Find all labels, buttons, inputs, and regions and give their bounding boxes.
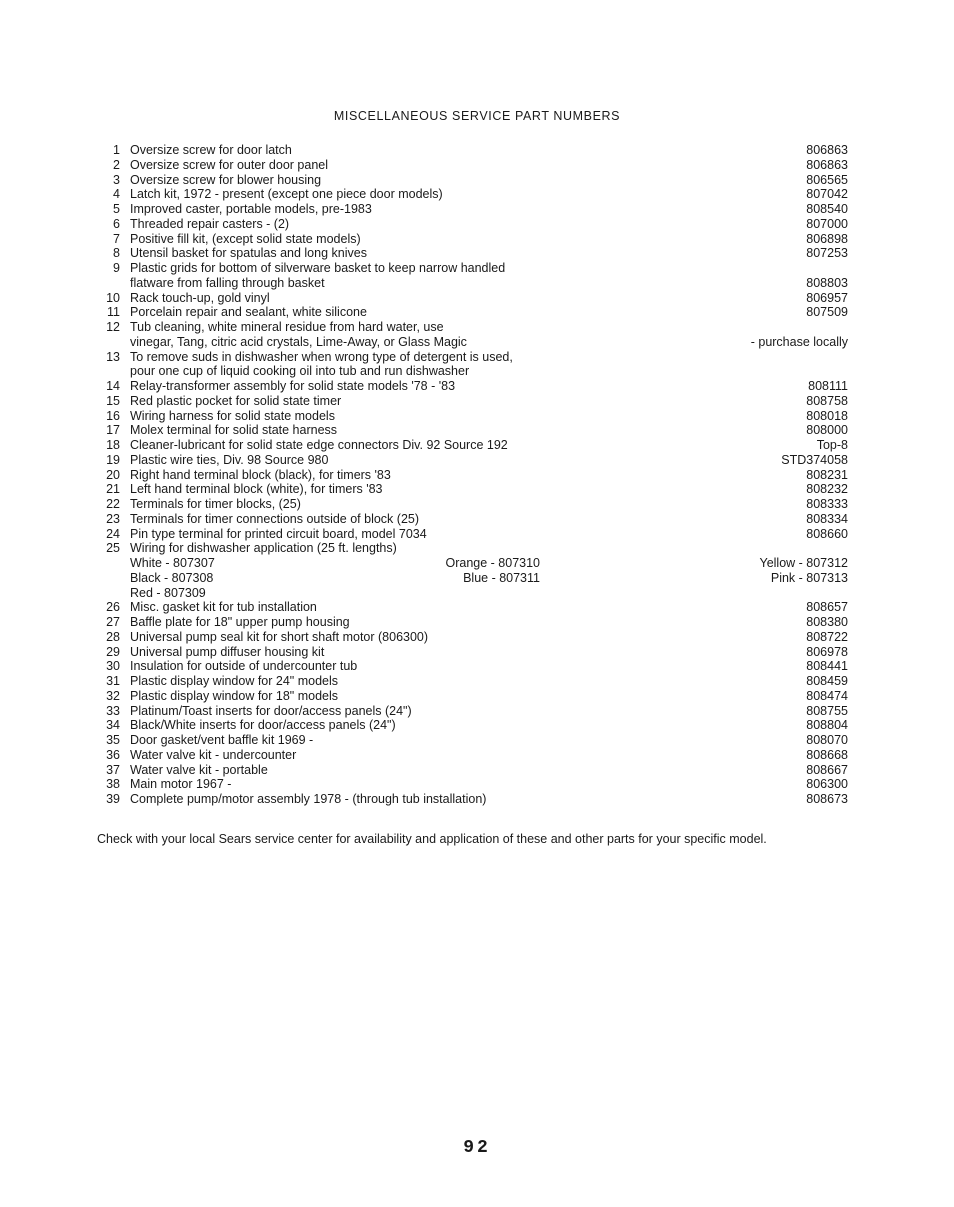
part-number-index: 16 [106, 408, 120, 423]
part-code: 807000 [806, 216, 848, 231]
part-row [96, 143, 848, 158]
part-row [96, 645, 848, 660]
part-number-index: 29 [106, 644, 120, 659]
part-code: 808804 [806, 718, 848, 733]
part-row [96, 423, 848, 438]
part-number-index: 8 [113, 246, 120, 261]
part-description: Improved caster, portable models, pre-1983 [130, 202, 372, 216]
availability-note: Check with your local Sears service center for availability and application of these and other parts for your specific model. [97, 832, 767, 846]
part-number-index: 4 [113, 187, 120, 202]
part-row [96, 409, 848, 424]
page-title: MISCELLANEOUS SERVICE PART NUMBERS [333, 109, 621, 123]
part-row [96, 173, 848, 188]
part-code: 806898 [806, 231, 848, 246]
part-number-index: 20 [106, 467, 120, 482]
part-number-index: 15 [106, 393, 120, 408]
part-description: Positive fill kit, (except solid state models) [130, 231, 361, 246]
part-code: 806863 [806, 143, 848, 157]
part-row [96, 674, 848, 689]
part-number-index: 28 [106, 629, 120, 644]
part-number-index: 24 [106, 526, 120, 541]
part-code: 808660 [806, 526, 848, 541]
part-number-index: 10 [106, 290, 120, 305]
wiring-color-item: Red - 807309 [130, 585, 206, 600]
part-row-continuation [96, 335, 848, 350]
part-number-index: 38 [106, 777, 120, 792]
part-number-index: 9 [113, 261, 120, 275]
part-row [96, 689, 848, 704]
wiring-color-item: Blue - 807311 [463, 570, 540, 585]
part-description: Terminals for timer connections outside of block (25) [130, 511, 420, 526]
part-row [96, 246, 848, 261]
part-row [96, 305, 848, 320]
part-description: Baffle plate for 18" upper pump housing [130, 615, 350, 629]
part-description: Universal pump diffuser housing kit [130, 644, 325, 659]
part-row-continuation [96, 276, 848, 291]
part-code: 808334 [806, 511, 848, 526]
part-description: Plastic wire ties, Div. 98 Source 980 [130, 452, 329, 467]
part-code: 808231 [806, 467, 848, 482]
part-description: Rack touch-up, gold vinyl [130, 290, 270, 305]
part-row [96, 630, 848, 645]
parts-list-section-2 [96, 600, 848, 807]
part-number-index: 12 [106, 320, 120, 334]
part-number-index: 34 [106, 718, 120, 733]
part-description: Wiring for dishwasher application (25 ft. lengths) [130, 541, 397, 556]
wiring-color-item: Black - 807308 [130, 570, 214, 585]
part-description: Tub cleaning, white mineral residue from hard water, use [130, 320, 444, 334]
part-code: 806300 [806, 777, 848, 792]
part-number-index: 32 [106, 688, 120, 703]
part-description: Oversize screw for outer door panel [130, 157, 329, 172]
part-row [96, 777, 848, 792]
part-number-index: 5 [113, 202, 120, 216]
part-description: Latch kit, 1972 - present (except one piece door models) [130, 187, 443, 202]
part-description: Right hand terminal block (black), for timers '83 [130, 467, 391, 482]
part-code: 808070 [806, 733, 848, 747]
part-code: 808000 [806, 423, 848, 438]
part-code: 806957 [806, 290, 848, 305]
part-number-index: 11 [107, 305, 120, 320]
part-description: Wiring harness for solid state models [130, 408, 335, 423]
part-row [96, 217, 848, 232]
part-row [96, 438, 848, 453]
part-row [96, 792, 848, 807]
wiring-color-item: White - 807307 [130, 556, 215, 570]
part-description: Complete pump/motor assembly 1978 - (through tub installation) [130, 792, 487, 806]
part-description: Universal pump seal kit for short shaft motor (806300) [130, 629, 429, 644]
part-code: 808111 [808, 379, 848, 393]
part-code: - purchase locally [750, 334, 848, 349]
part-code: 808668 [806, 747, 848, 762]
part-row [96, 187, 848, 202]
part-row [96, 763, 848, 778]
part-number-index: 35 [106, 733, 120, 747]
part-number-index: 17 [106, 423, 120, 438]
part-description: Misc. gasket kit for tub installation [130, 600, 317, 615]
wiring-color-list [96, 556, 848, 600]
part-code: 808441 [806, 659, 848, 674]
part-number-index: 31 [106, 674, 120, 688]
part-description: Oversize screw for blower housing [130, 172, 322, 187]
part-row [96, 350, 848, 365]
part-description: Terminals for timer blocks, (25) [130, 497, 301, 511]
part-code: 808758 [806, 393, 848, 408]
part-description: flatware from falling through basket [130, 275, 325, 290]
part-description: Plastic display window for 24" models [130, 674, 339, 688]
part-description: Door gasket/vent baffle kit 1969 - [130, 733, 314, 747]
part-number-index: 37 [106, 762, 120, 777]
page-number: 92 [463, 1138, 491, 1158]
part-code: 807253 [806, 246, 848, 261]
part-description: Water valve kit - portable [130, 762, 268, 777]
wiring-color-row [96, 586, 848, 601]
part-description: Platinum/Toast inserts for door/access panels (24") [130, 703, 412, 718]
part-number-index: 19 [106, 452, 120, 467]
part-row [96, 512, 848, 527]
wiring-color-item: Pink - 807313 [770, 570, 848, 585]
part-code: 808657 [806, 600, 848, 615]
part-code: 808333 [806, 497, 848, 511]
wiring-color-item: Orange - 807310 [445, 556, 540, 570]
part-number-index: 27 [106, 615, 120, 629]
part-description: vinegar, Tang, citric acid crystals, Lime-Away, or Glass Magic [130, 334, 467, 349]
wiring-color-row [96, 556, 848, 571]
part-row [96, 733, 848, 748]
part-code: 808459 [806, 674, 848, 688]
part-number-index: 26 [106, 600, 120, 615]
part-description: To remove suds in dishwasher when wrong type of detergent is used, [130, 349, 513, 364]
part-row [96, 232, 848, 247]
part-number-index: 6 [113, 216, 120, 231]
part-number-index: 3 [113, 172, 120, 187]
part-description: Utensil basket for spatulas and long knives [130, 246, 367, 261]
part-row [96, 394, 848, 409]
part-row [96, 482, 848, 497]
part-description: Plastic display window for 18" models [130, 688, 339, 703]
part-number-index: 36 [106, 747, 120, 762]
part-row [96, 704, 848, 719]
part-description: Water valve kit - undercounter [130, 747, 297, 762]
part-row [96, 158, 848, 173]
part-code: 808540 [806, 202, 848, 216]
part-row [96, 600, 848, 615]
part-description: Relay-transformer assembly for solid state models '78 - '83 [130, 379, 456, 393]
part-code: 808380 [806, 615, 848, 629]
part-number-index: 22 [106, 497, 120, 511]
part-description: Pin type terminal for printed circuit board, model 7034 [130, 526, 427, 541]
part-row [96, 527, 848, 542]
part-description: Main motor 1967 - [130, 777, 232, 792]
part-row [96, 748, 848, 763]
part-number-index: 23 [106, 511, 120, 526]
part-number-index: 13 [106, 349, 120, 364]
part-code: 808474 [806, 688, 848, 703]
part-number-index: 25 [106, 541, 120, 556]
part-row [96, 659, 848, 674]
wiring-color-item [340, 586, 540, 601]
part-code: 808673 [806, 792, 848, 806]
part-code: 806863 [806, 157, 848, 172]
part-description: Cleaner-lubricant for solid state edge connectors Div. 92 Source 192 [130, 438, 508, 452]
part-number-index: 7 [113, 231, 120, 246]
part-description: Threaded repair casters - (2) [130, 216, 290, 231]
part-code: Top-8 [816, 438, 848, 452]
part-number-index: 21 [106, 482, 120, 497]
part-description: Molex terminal for solid state harness [130, 423, 338, 438]
part-code: 807509 [806, 305, 848, 320]
part-row [96, 261, 848, 276]
part-description: pour one cup of liquid cooking oil into tub and run dishwasher [130, 364, 470, 379]
part-description: Porcelain repair and sealant, white silicone [130, 305, 367, 320]
parts-list-section-1 [96, 143, 848, 556]
part-description: Left hand terminal block (white), for timers '83 [130, 482, 383, 497]
part-number-index: 39 [106, 792, 120, 806]
part-code: 806565 [806, 172, 848, 187]
part-code: 808755 [806, 703, 848, 718]
part-code: 808018 [806, 408, 848, 423]
part-number-index: 2 [113, 157, 120, 172]
part-row [96, 379, 848, 394]
part-row [96, 202, 848, 217]
part-row [96, 468, 848, 483]
part-row [96, 497, 848, 512]
part-row [96, 291, 848, 306]
part-code: 807042 [806, 187, 848, 202]
part-code: 808722 [806, 629, 848, 644]
part-description: Oversize screw for door latch [130, 143, 292, 157]
part-code: 808667 [806, 762, 848, 777]
part-row [96, 718, 848, 733]
part-row [96, 541, 848, 556]
wiring-color-row [96, 571, 848, 586]
part-row [96, 615, 848, 630]
part-number-index: 14 [106, 379, 120, 393]
part-number-index: 18 [106, 438, 120, 452]
part-row [96, 320, 848, 335]
part-code: STD374058 [781, 452, 848, 467]
part-description: Plastic grids for bottom of silverware basket to keep narrow handled [130, 261, 506, 275]
part-row-continuation [96, 364, 848, 379]
part-number-index: 30 [106, 659, 120, 674]
part-code: 806978 [806, 644, 848, 659]
part-description: Insulation for outside of undercounter tub [130, 659, 358, 674]
wiring-color-item: Yellow - 807312 [759, 556, 848, 570]
part-code: 808232 [806, 482, 848, 497]
wiring-color-item [540, 586, 848, 601]
part-number-index: 1 [113, 143, 120, 157]
part-description: Black/White inserts for door/access panels (24") [130, 718, 396, 733]
part-row [96, 453, 848, 468]
part-number-index: 33 [106, 703, 120, 718]
parts-list [96, 143, 848, 807]
part-code: 808803 [806, 275, 848, 290]
part-description: Red plastic pocket for solid state timer [130, 393, 342, 408]
